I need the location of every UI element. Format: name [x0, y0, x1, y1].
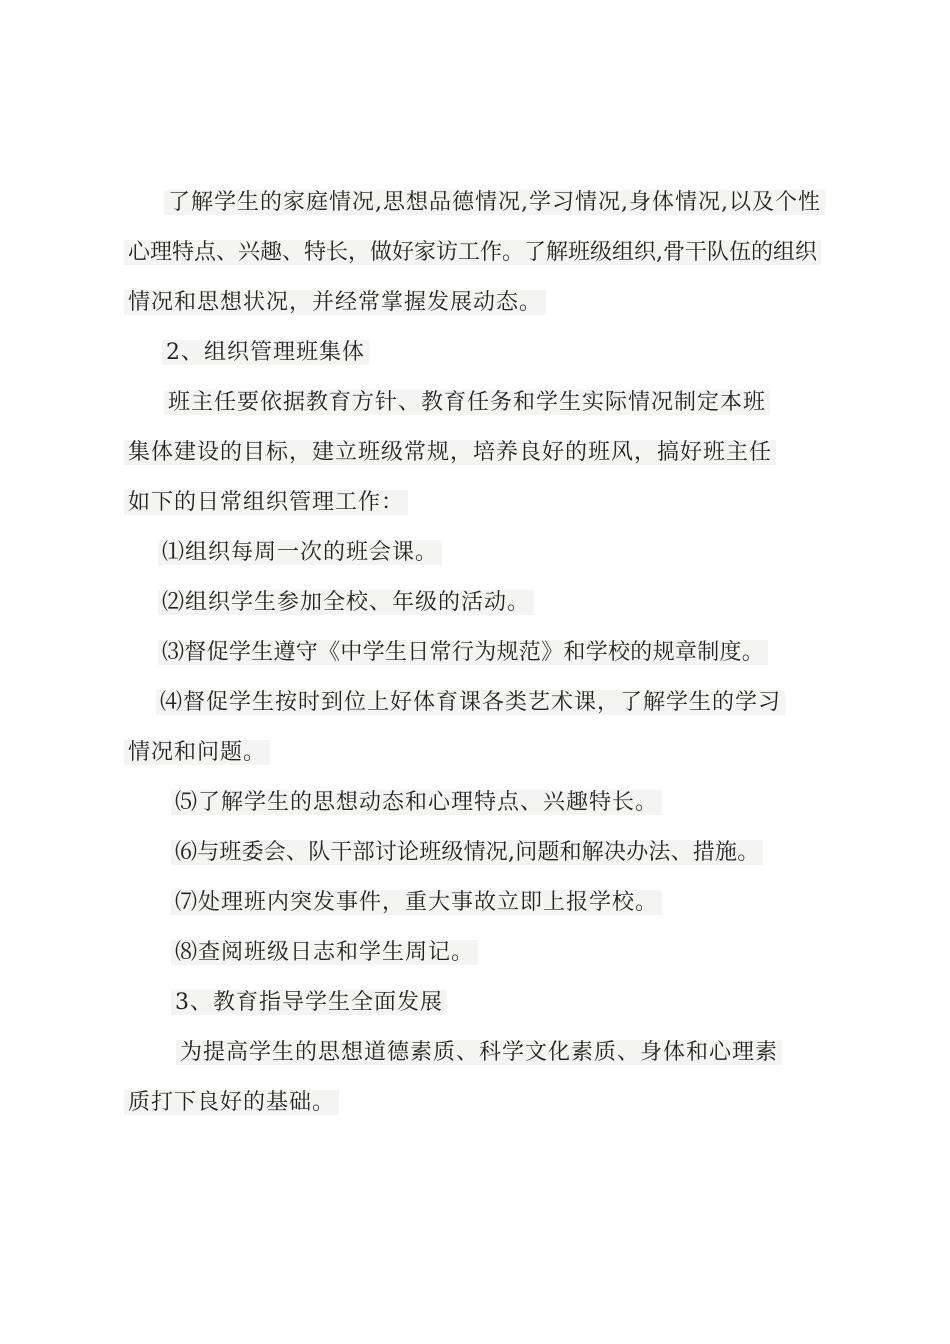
paragraph-line: 情况和思想状况，并经常掌握发展动态。 [128, 288, 830, 318]
list-item: ⑶督促学生遵守《中学生日常行为规范》和学校的规章制度。 [162, 638, 864, 668]
section-heading: 3、教育指导学生全面发展 [175, 988, 877, 1018]
list-item: ⑺处理班内突发事件，重大事故立即上报学校。 [175, 888, 877, 918]
list-item-continuation: 情况和问题。 [128, 738, 830, 768]
paragraph-line: 了解学生的家庭情况,思想品德情况,学习情况,身体情况,以及个性 [168, 188, 830, 218]
list-item: ⑸了解学生的思想动态和心理特点、兴趣特长。 [175, 788, 877, 818]
paragraph-line: 如下的日常组织管理工作： [128, 488, 830, 518]
paragraph-line: 心理特点、兴趣、特长，做好家访工作。了解班级组织,骨干队伍的组织 [128, 238, 830, 268]
list-item: ⑹与班委会、队干部讨论班级情况,问题和解决办法、措施。 [175, 838, 877, 868]
list-item: ⑴组织每周一次的班会课。 [162, 538, 864, 568]
list-item: ⑵组织学生参加全校、年级的活动。 [162, 588, 864, 618]
paragraph-line: 班主任要依据教育方针、教育任务和学生实际情况制定本班 [168, 388, 830, 418]
list-item: ⑻查阅班级日志和学生周记。 [175, 938, 877, 968]
list-item: ⑷督促学生按时到位上好体育课各类艺术课，了解学生的学习 [160, 688, 862, 718]
paragraph-line: 为提高学生的思想道德素质、科学文化素质、身体和心理素 [180, 1038, 830, 1068]
paragraph-line: 质打下良好的基础。 [128, 1088, 830, 1118]
paragraph-line: 集体建设的目标，建立班级常规，培养良好的班风，搞好班主任 [128, 438, 830, 468]
section-heading: 2、组织管理班集体 [166, 338, 868, 368]
